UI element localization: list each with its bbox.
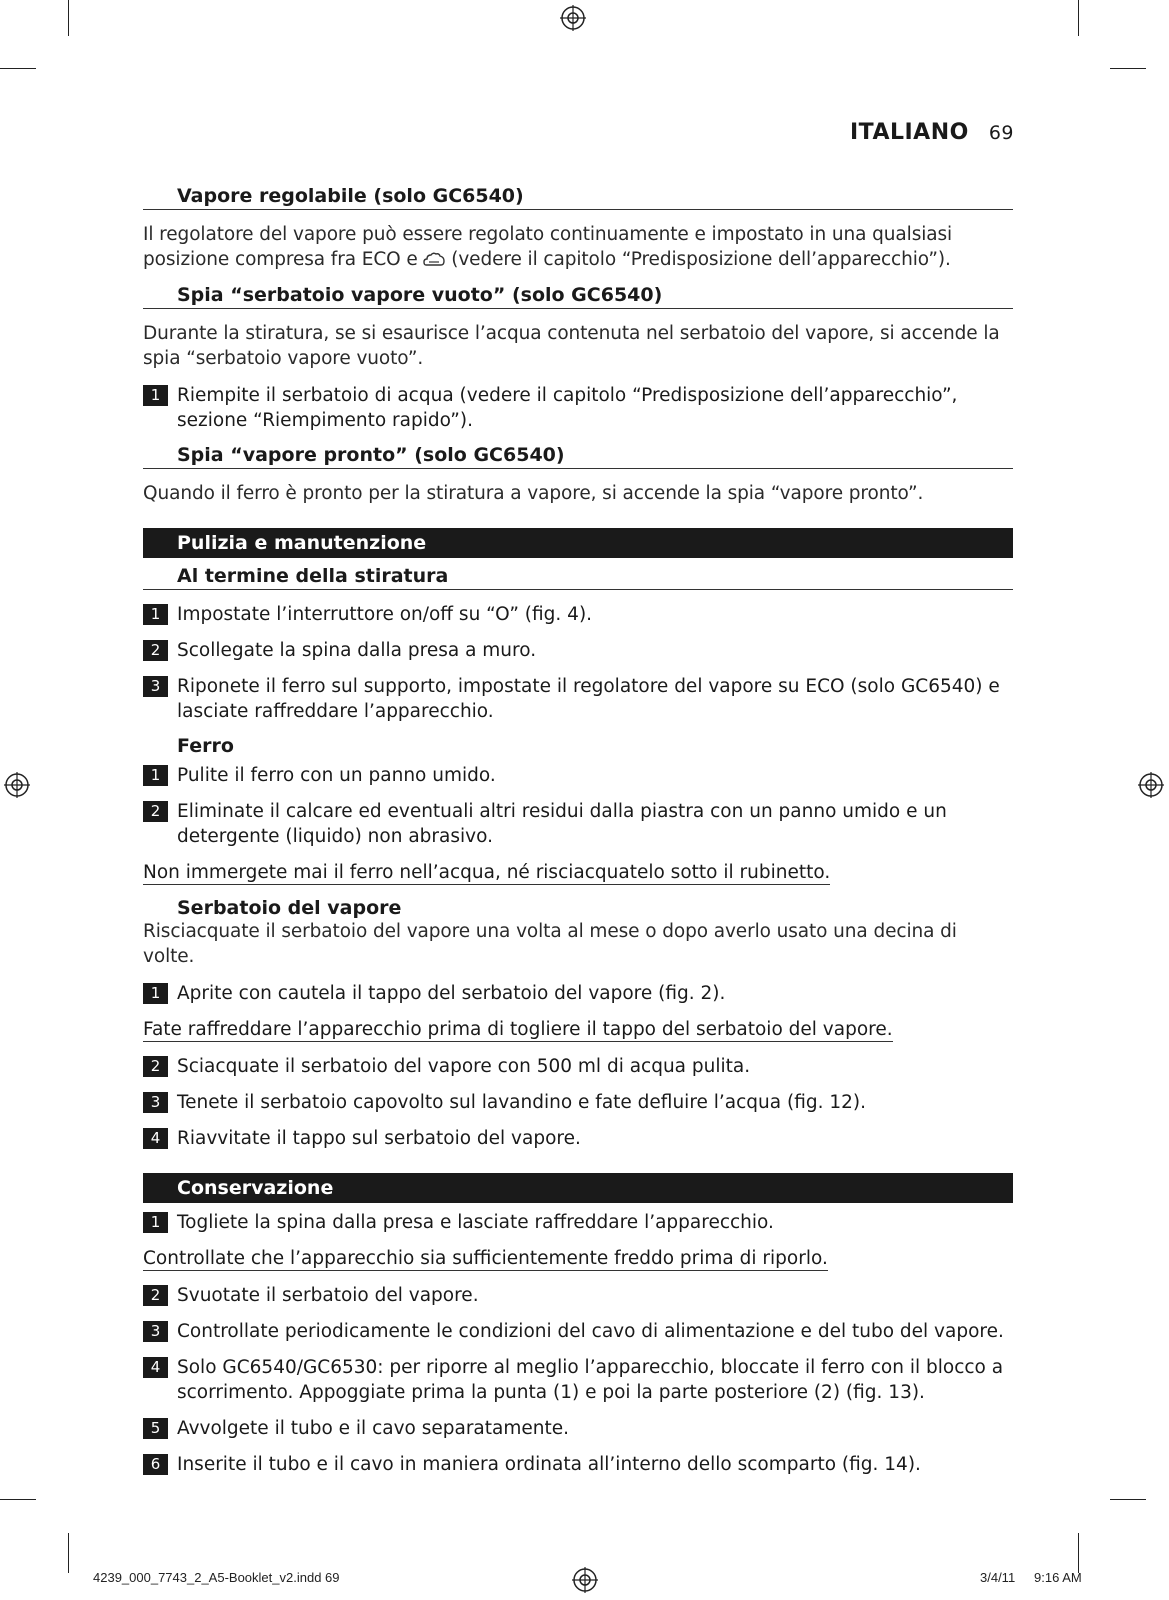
step-text: Pulite il ferro con un panno umido. (177, 765, 496, 786)
step-text: Avvolgete il tubo e il cavo separatamente. (177, 1418, 570, 1439)
step-number: 3 (143, 1092, 168, 1113)
registration-mark-icon (560, 5, 586, 31)
crop-mark (1110, 68, 1146, 69)
step-text: Riempite il serbatoio di acqua (vedere il capitolo “Predisposizione dell’apparecchio”, sezione “Riempimento rapido”). (177, 385, 958, 431)
step-number: 1 (143, 604, 168, 625)
subheading: Spia “vapore pronto” (solo GC6540) (143, 444, 1013, 469)
registration-mark-icon (1138, 772, 1164, 798)
step-text: Eliminate il calcare ed eventuali altri residui dalla piastra con un panno umido e un detergente (liquido) non abrasivo. (177, 801, 947, 847)
step-text: Inserite il tubo e il cavo in maniera ordinata all’interno dello scomparto (fig. 14). (177, 1454, 921, 1475)
warning-text: Non immergete mai il ferro nell’acqua, né risciacquatelo sotto il rubinetto. (143, 862, 831, 883)
page-content (143, 181, 1013, 1488)
step-text: Aprite con cautela il tappo del serbatoio del vapore (fig. 2). (177, 983, 726, 1004)
step-number: 2 (143, 640, 168, 661)
step-text: Controllate periodicamente le condizioni del cavo di alimentazione e del tubo del vapore. (177, 1321, 1004, 1342)
crop-mark (1078, 1533, 1079, 1573)
step-text: Togliete la spina dalla presa e lasciate raffreddare l’apparecchio. (177, 1212, 774, 1233)
registration-mark-icon (4, 772, 30, 798)
subheading: Ferro (177, 735, 234, 757)
step-text: Solo GC6540/GC6530: per riporre al meglio l’apparecchio, bloccate il ferro con il blocco a scorrimento. Appoggiate prima la punta (1) e poi la parte posteriore (2) (fig. 13). (177, 1357, 1004, 1403)
step-number: 3 (143, 1321, 168, 1342)
step-item (143, 1319, 1013, 1344)
step-text: Svuotate il serbatoio del vapore. (177, 1285, 479, 1306)
step-item (143, 1210, 1013, 1235)
registration-mark-icon (572, 1567, 598, 1593)
section-heading: Pulizia e manutenzione (143, 528, 1013, 558)
subheading: Spia “serbatoio vapore vuoto” (solo GC6540) (143, 284, 1013, 309)
paragraph-text: Il regolatore del vapore può essere regolato continuamente e impostato in una qualsiasi posizione compresa fra ECO e (143, 224, 953, 270)
crop-mark (68, 0, 69, 36)
warning-note (143, 860, 1013, 885)
paragraph: Risciacquate il serbatoio del vapore una volta al mese o dopo averlo usato una decina di volte. (143, 921, 957, 967)
paragraph-text: (vedere il capitolo “Predisposizione dell’apparecchio”). (451, 249, 951, 270)
step-number: 4 (143, 1128, 168, 1149)
step-item (143, 1090, 1013, 1115)
step-text: Impostate l’interruttore on/off su “O” (fig. 4). (177, 604, 593, 625)
warning-note (143, 1017, 1013, 1042)
language-label: ITALIANO (849, 120, 969, 145)
paragraph (143, 222, 1013, 272)
paragraph: Quando il ferro è pronto per la stiratura a vapore, si accende la spia “vapore pronto”. (143, 483, 924, 504)
step-item (143, 674, 1013, 724)
step-item (143, 1416, 1013, 1441)
section-heading: Conservazione (143, 1173, 1013, 1203)
step-number: 1 (143, 385, 168, 406)
slug-file: 4239_000_7743_2_A5-Booklet_v2.indd 69 (93, 1570, 340, 1585)
page-number: 69 (988, 122, 1014, 144)
step-item (143, 799, 1013, 849)
crop-mark (0, 1499, 36, 1500)
step-item (143, 1283, 1013, 1308)
step-text: Sciacquate il serbatoio del vapore con 500 ml di acqua pulita. (177, 1056, 751, 1077)
step-number: 5 (143, 1418, 168, 1439)
slug-date: 3/4/11 (980, 1570, 1016, 1585)
slug-time: 9:16 AM (1034, 1570, 1082, 1585)
step-item (143, 981, 1013, 1006)
step-item (143, 1054, 1013, 1079)
step-item (143, 638, 1013, 663)
step-item (143, 383, 1013, 433)
warning-note (143, 1246, 1013, 1271)
step-number: 2 (143, 801, 168, 822)
crop-mark (1078, 0, 1079, 36)
subheading: Al termine della stiratura (143, 565, 1013, 590)
step-number: 1 (143, 983, 168, 1004)
step-number: 2 (143, 1056, 168, 1077)
steam-cloud-icon (423, 251, 445, 267)
step-number: 4 (143, 1357, 168, 1378)
step-item (143, 763, 1013, 788)
step-text: Tenete il serbatoio capovolto sul lavandino e fate defluire l’acqua (fig. 12). (177, 1092, 867, 1113)
warning-text: Fate raffreddare l’apparecchio prima di togliere il tappo del serbatoio del vapore. (143, 1019, 893, 1040)
page-header (850, 120, 1014, 145)
step-item (143, 1126, 1013, 1151)
paragraph: Durante la stiratura, se si esaurisce l’acqua contenuta nel serbatoio del vapore, si accende la spia “serbatoio vapore vuoto”. (143, 323, 1000, 369)
crop-mark (0, 68, 36, 69)
step-number: 6 (143, 1454, 168, 1475)
step-text: Scollegate la spina dalla presa a muro. (177, 640, 537, 661)
step-text: Riavvitate il tappo sul serbatoio del vapore. (177, 1128, 581, 1149)
crop-mark (1110, 1499, 1146, 1500)
step-number: 1 (143, 1212, 168, 1233)
step-number: 3 (143, 676, 168, 697)
step-number: 2 (143, 1285, 168, 1306)
step-item (143, 1452, 1013, 1477)
crop-mark (68, 1533, 69, 1573)
step-item (143, 1355, 1013, 1405)
step-text: Riponete il ferro sul supporto, impostate il regolatore del vapore su ECO (solo GC6540) e lasciate raffreddare l’apparecchio. (177, 676, 1000, 722)
subheading: Serbatoio del vapore (177, 897, 402, 919)
warning-text: Controllate che l’apparecchio sia sufficientemente freddo prima di riporlo. (143, 1248, 828, 1269)
subheading: Vapore regolabile (solo GC6540) (143, 185, 1013, 210)
step-number: 1 (143, 765, 168, 786)
step-item (143, 602, 1013, 627)
